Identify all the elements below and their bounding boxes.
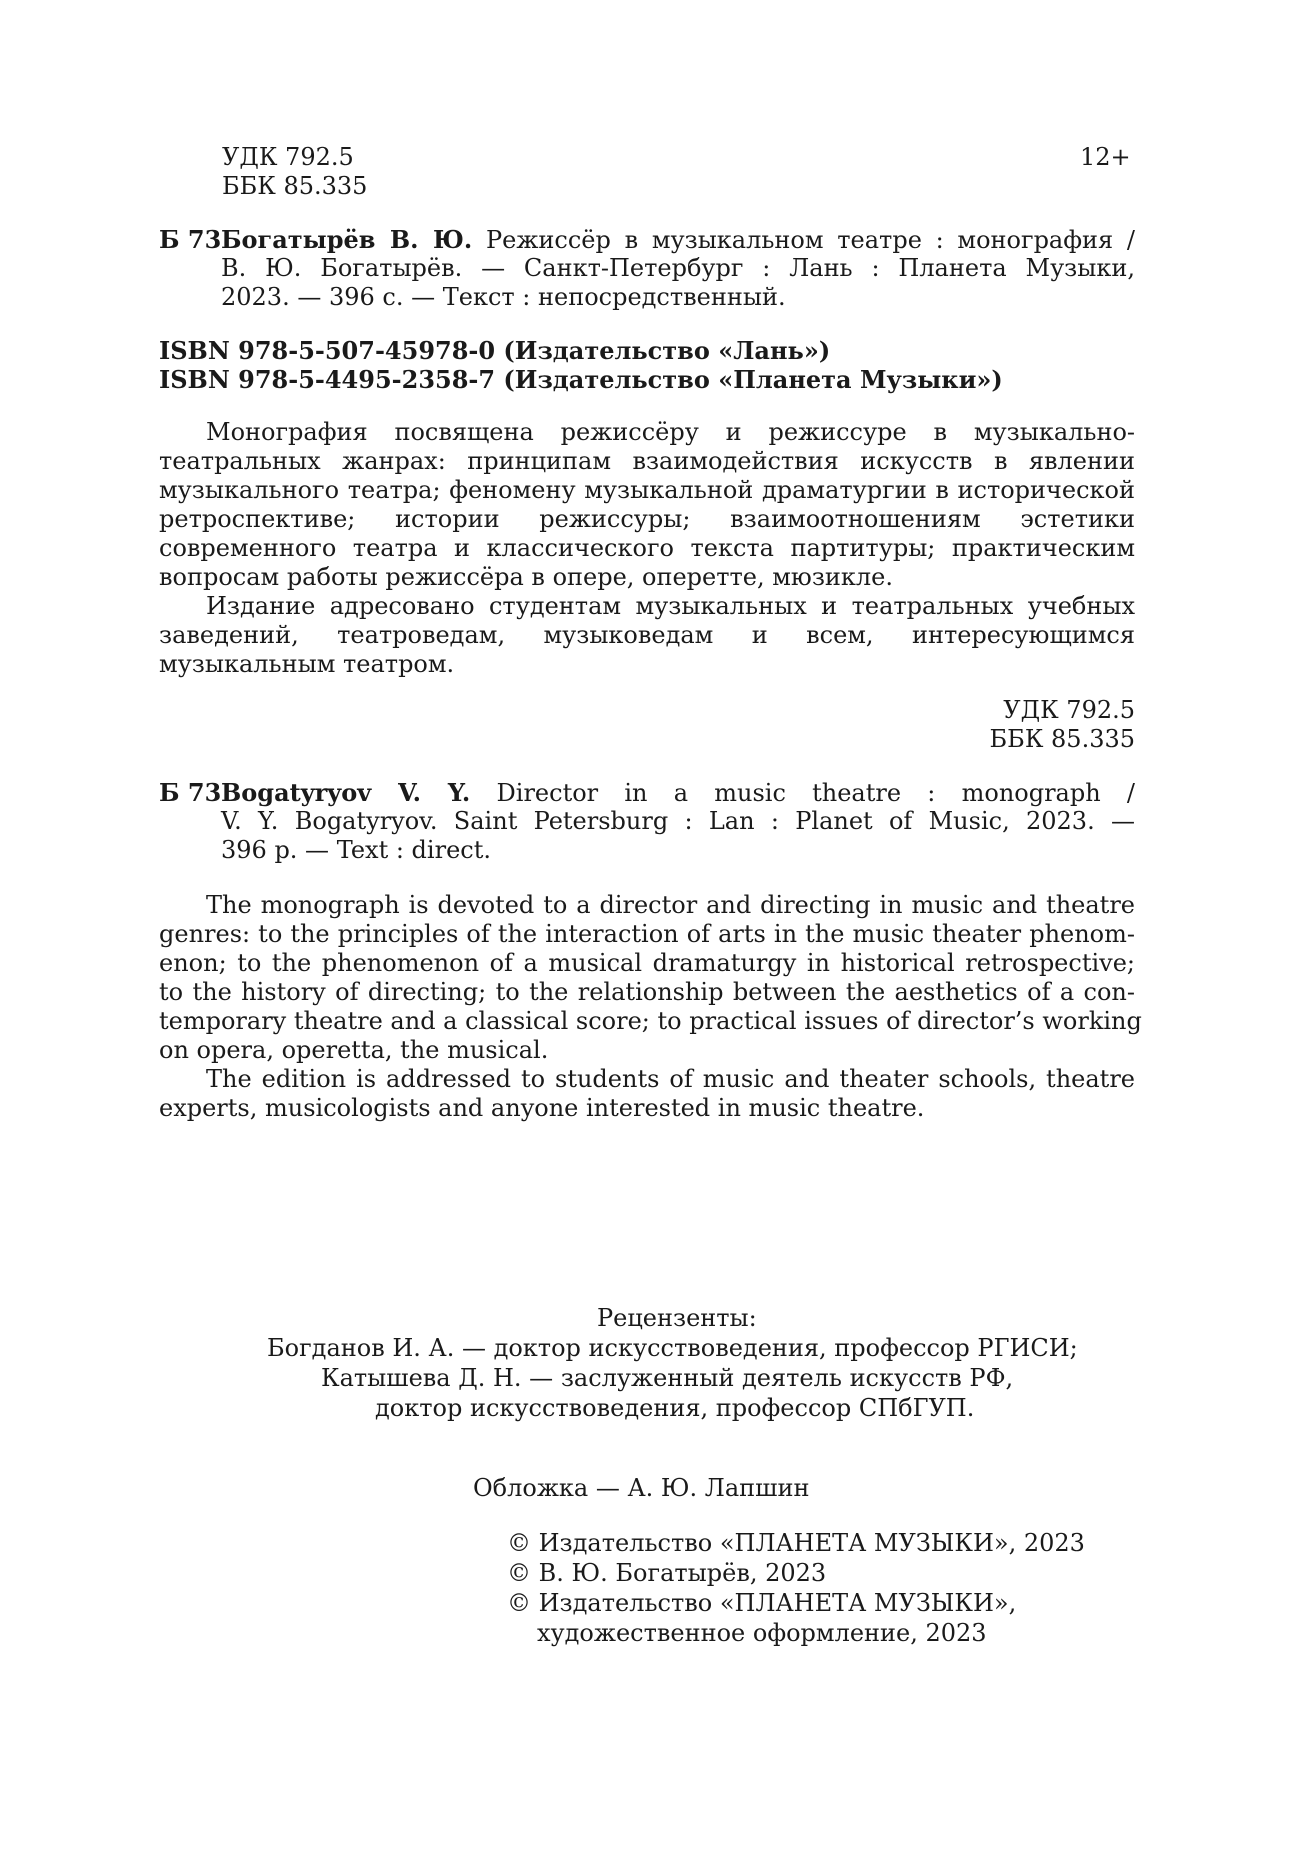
reviewer-line: Катышева Д. Н. — заслуженный деятель искусств РФ, (321, 1364, 1014, 1392)
copyright-line: художественное оформление, 2023 (537, 1619, 987, 1647)
en-record-code: Б 73 (159, 778, 222, 807)
en-abstract-line: The edition is addressed to students of music and theater schools, theatre (206, 1065, 1135, 1093)
reviewer-line: доктор искусствоведения, профессор СПбГУП. (375, 1394, 975, 1422)
reviewer-line: Богданов И. А. — доктор искусствоведения, профессор РГИСИ; (267, 1334, 1078, 1362)
ru-record-code: Б 73 (159, 225, 222, 254)
en-bibliographic-record (159, 778, 1135, 865)
copyright-line: © В. Ю. Богатырёв, 2023 (507, 1559, 827, 1587)
en-abstract-line: genres: to the principles of the interaction of arts in the music theater phenom- (159, 920, 1135, 948)
isbn-planeta: ISBN 978-5-4495-2358-7 (Издательство «Планета Музыки») (159, 365, 1003, 394)
en-abstract-line: The monograph is devoted to a director and directing in music and theatre (206, 891, 1135, 919)
isbn-lan: ISBN 978-5-507-45978-0 (Издательство «Лань») (159, 336, 831, 365)
udk-code-right: УДК 792.5 (1003, 696, 1135, 724)
ru-abstract-line: музыкального театра; феномену музыкальной драматургии в исторической (159, 476, 1135, 504)
en-record-line-2: V. Y. Bogatyryov. Saint Petersburg : Lan : Planet of Music, 2023. — (221, 807, 1135, 835)
isbn-block (159, 336, 1135, 394)
ru-record-line-1 (159, 225, 1135, 254)
ru-abstract-line: вопросам работы режиссёра в опере, оперетте, мюзикле. (159, 563, 893, 591)
index-codes-right (159, 696, 1135, 754)
ru-abstract-line: заведений, театроведам, музыковедам и всем, интересующимся (159, 621, 1135, 649)
ru-abstract-line: музыкальным театром. (159, 650, 455, 678)
ru-abstract-line: ретроспективе; истории режиссуры; взаимоотношениям эстетики (159, 505, 1135, 533)
ru-record-author: Богатырёв В. Ю. (221, 225, 473, 254)
copyright-line: © Издательство «ПЛАНЕТА МУЗЫКИ», 2023 (507, 1529, 1085, 1557)
en-abstract-line: enon; to the phenomenon of a musical dramaturgy in historical retrospective; (159, 949, 1135, 977)
en-abstract-line: experts, musicologists and anyone interested in music theatre. (159, 1094, 925, 1122)
ru-record-line-2: В. Ю. Богатырёв. — Санкт-Петербург : Лань : Планета Музыки, (221, 254, 1135, 282)
en-abstract-line: on opera, operetta, the musical. (159, 1036, 549, 1064)
ru-abstract (159, 418, 1135, 679)
bbk-code: ББК 85.335 (222, 172, 368, 200)
cover-credit: Обложка — А. Ю. Лапшин (473, 1474, 810, 1502)
ru-bibliographic-record (159, 225, 1135, 312)
ru-record-title: Режиссёр в музыкальном театре : монография / (485, 226, 1135, 254)
en-record-line-3: 396 p. — Text : direct. (221, 836, 491, 864)
reviewers-title: Рецензенты: (597, 1304, 757, 1332)
age-rating: 12+ (1080, 143, 1131, 171)
ru-abstract-line: театральных жанрах: принципам взаимодействия искусств в явлении (159, 447, 1135, 475)
ru-record-line-3: 2023. — 396 с. — Текст : непосредственный. (221, 283, 786, 311)
ru-abstract-line: Издание адресовано студентам музыкальных и театральных учебных (206, 592, 1135, 620)
en-abstract-line: to the history of directing; to the relationship between the aesthetics of a con- (159, 978, 1135, 1006)
bbk-code-right: ББК 85.335 (989, 725, 1135, 753)
en-abstract (159, 891, 1142, 1123)
ru-abstract-line: современного театра и классического текста партитуры; практическим (159, 534, 1135, 562)
en-abstract-line: temporary theatre and a classical score; to practical issues of director’s working (159, 1007, 1142, 1035)
ru-abstract-line: Монография посвящена режиссёру и режиссуре в музыкально- (206, 418, 1135, 446)
udk-code: УДК 792.5 (222, 143, 354, 171)
en-record-author: Bogatyryov V. Y. (221, 778, 471, 807)
en-record-line-1 (159, 778, 1135, 807)
en-record-title: Director in a music theatre : monograph / (496, 779, 1135, 807)
copyright-line: © Издательство «ПЛАНЕТА МУЗЫКИ», (507, 1589, 1017, 1617)
